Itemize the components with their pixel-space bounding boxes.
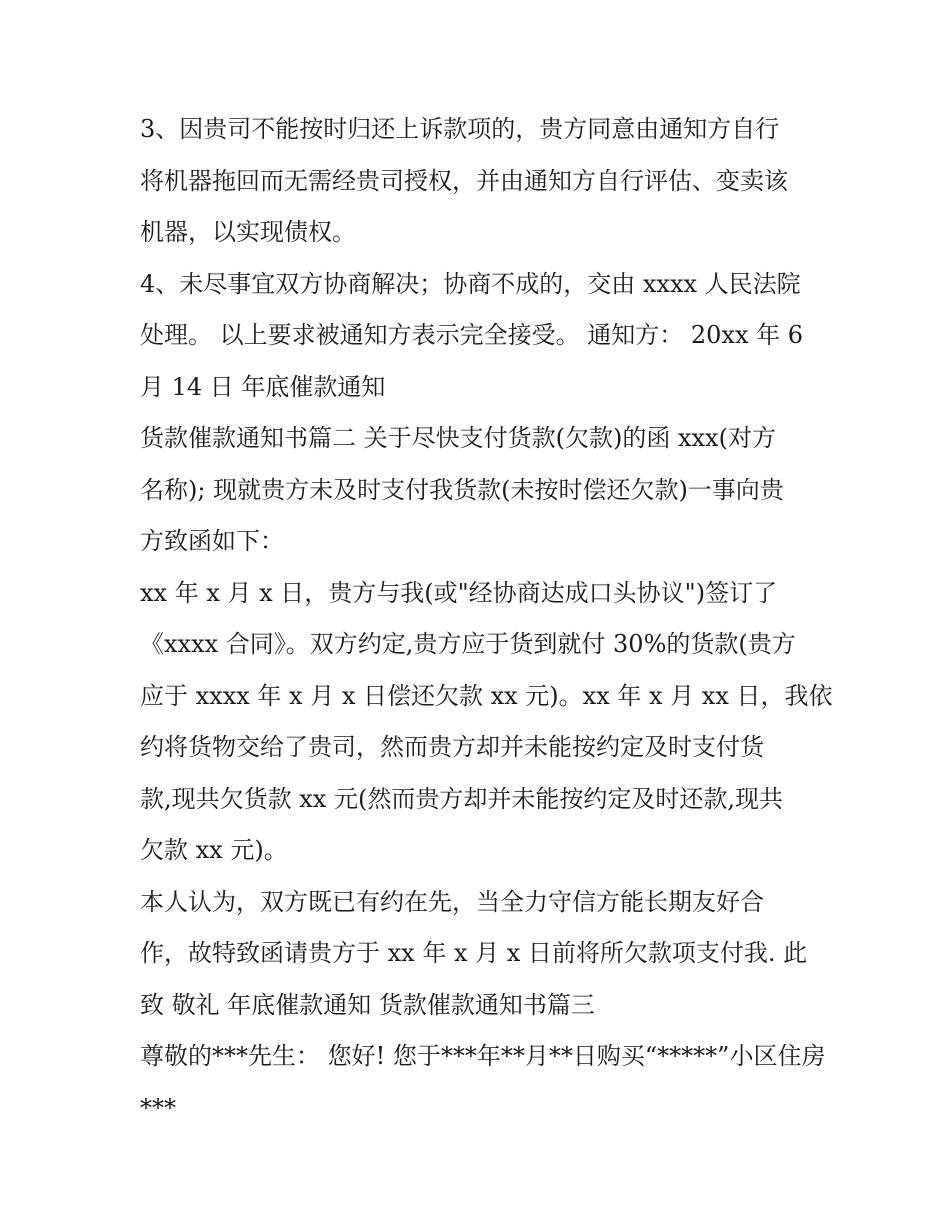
text-line: 作，故特致函请贵方于 xx 年 x 月 x 日前将所欠款项支付我. 此 [140, 939, 808, 967]
text-line: 月 14 日 年底催款通知 [140, 372, 386, 401]
text-line: *** [140, 1093, 176, 1122]
text-line: xx 年 x 月 x 日，贵方与我(或"经协商达成口头协议")签订了 [140, 578, 778, 607]
text-line: 3、因贵司不能按时归还上诉款项的，贵方同意由通知方自行 [140, 115, 780, 143]
text-line: 《xxxx 合同》。双方约定,贵方应于货到就付 30%的货款(贵方 [140, 630, 796, 658]
text-line: 本人认为，双方既已有约在先，当全力守信方能长期友好合 [140, 887, 764, 916]
text-line: 将机器拖回而无需经贵司授权，并由通知方自行评估、变卖该 [140, 166, 788, 195]
text-line: 货款催款通知书篇二 关于尽快支付货款(欠款)的函 xxx(对方 [140, 424, 776, 452]
text-line: 款,现共欠货款 xx 元(然而贵方却并未能按约定及时还款,现共 [140, 784, 783, 813]
text-line: 4、未尽事宜双方协商解决；协商不成的，交由 xxxx 人民法院 [140, 269, 801, 298]
text-line: 欠款 xx 元)。 [140, 836, 288, 864]
text-line: 机器，以实现债权。 [140, 218, 356, 246]
text-line: 致 敬礼 年底催款通知 货款催款通知书篇三 [140, 990, 595, 1019]
text-line: 尊敬的***先生： 您好! 您于***年**月**日购买“*****”小区住房 [140, 1042, 826, 1070]
text-line: 方致函如下： [140, 527, 284, 555]
document-body [140, 104, 833, 1134]
text-line: 应于 xxxx 年 x 月 x 日偿还欠款 xx 元)。xx 年 x 月 xx 日，我依 [140, 681, 833, 710]
text-line: 名称); 现就贵方未及时支付我货款(未按时偿还欠款)一事向贵 [140, 475, 784, 504]
text-line: 处理。 以上要求被通知方表示完全接受。 通知方： 20xx 年 6 [140, 321, 804, 349]
text-line: 约将货物交给了贵司，然而贵方却并未能按约定及时支付货 [140, 733, 764, 761]
